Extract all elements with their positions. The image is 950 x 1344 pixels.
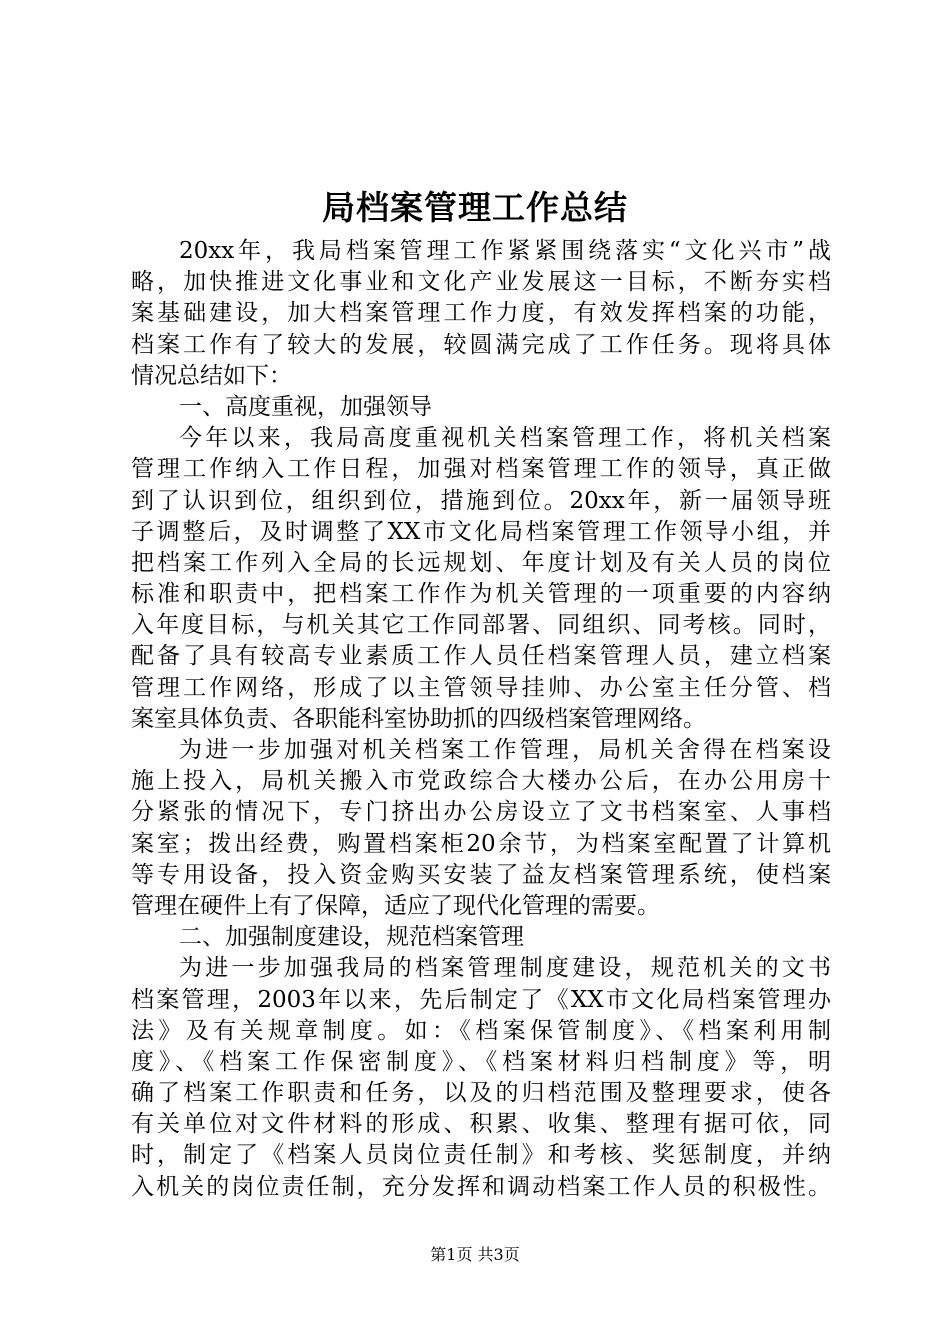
text-line: 档案工作有了较大的发展，较圆满完成了工作任务。现将具体 [131, 331, 831, 358]
document-title: 局档案管理工作总结 [322, 188, 628, 227]
text-line: 管理在硬件上有了保障，适应了现代化管理的需要。 [131, 892, 660, 919]
text-line: 案基础建设，加大档案管理工作力度，有效发挥档案的功能， [131, 300, 831, 327]
text-line: 今年以来，我局高度重视机关档案管理工作，将机关档案 [179, 425, 831, 452]
text-line: 案室；拨出经费，购置档案柜20余节，为档案室配置了计算机 [131, 830, 831, 857]
text-line: 档案管理，2003年以来，先后制定了《XX市文化局档案管理办 [131, 986, 831, 1013]
text-line: 入年度目标，与机关其它工作同部署、同组织、同考核。同时， [131, 612, 831, 639]
text-line: 分紧张的情况下，专门挤出办公房设立了文书档案室、人事档 [131, 799, 831, 826]
text-line: 等专用设备，投入资金购买安装了益友档案管理系统，使档案 [131, 861, 831, 888]
text-line: 时，制定了《档案人员岗位责任制》和考核、奖惩制度，并纳 [131, 1142, 831, 1169]
text-line: 20xx年，我局档案管理工作紧紧围绕落实“文化兴市”战 [179, 238, 831, 264]
text-line: 管理工作网络，形成了以主管领导挂帅、办公室主任分管、档 [131, 674, 831, 701]
text-line: 入机关的岗位责任制，充分发挥和调动档案工作人员的积极性。 [131, 1173, 831, 1200]
text-line: 为进一步加强对机关档案工作管理，局机关舍得在档案设 [179, 737, 831, 763]
text-line: 配备了具有较高专业素质工作人员任档案管理人员，建立档案 [131, 643, 831, 670]
text-line: 有关单位对文件材料的形成、积累、收集、整理有据可依，同 [131, 1111, 831, 1138]
text-line: 略，加快推进文化事业和文化产业发展这一目标，不断夯实档 [131, 269, 831, 296]
section-heading: 一、高度重视，加强领导 [179, 393, 432, 420]
text-line: 管理工作纳入工作日程，加强对档案管理工作的领导，真正做 [131, 456, 831, 483]
text-line: 子调整后，及时调整了XX市文化局档案管理工作领导小组，并 [131, 518, 831, 545]
text-line: 把档案工作列入全局的长远规划、年度计划及有关人员的岗位 [131, 549, 831, 576]
text-line: 案室具体负责、各职能科室协助抓的四级档案管理网络。 [131, 705, 706, 732]
text-line: 法》及有关规章制度。如：《档案保管制度》、《档案利用制 [131, 1017, 831, 1044]
section-heading: 二、加强制度建设，规范档案管理 [179, 924, 524, 951]
page-footer: 第1页 共3页 [430, 1245, 520, 1264]
text-line: 为进一步加强我局的档案管理制度建设，规范机关的文书 [179, 955, 831, 982]
text-line: 到了认识到位，组织到位，措施到位。20xx年，新一届领导班 [131, 487, 831, 514]
text-line: 施上投入，局机关搬入市党政综合大楼办公后，在办公用房十 [131, 768, 831, 795]
text-line: 确了档案工作职责和任务，以及的归档范围及整理要求，使各 [131, 1080, 831, 1107]
text-line: 度》、《档案工作保密制度》、《档案材料归档制度》等，明 [131, 1048, 831, 1075]
text-line: 情况总结如下： [131, 362, 292, 389]
document-body [131, 236, 831, 1203]
text-line: 标准和职责中，把档案工作作为机关管理的一项重要的内容纳 [131, 581, 831, 608]
